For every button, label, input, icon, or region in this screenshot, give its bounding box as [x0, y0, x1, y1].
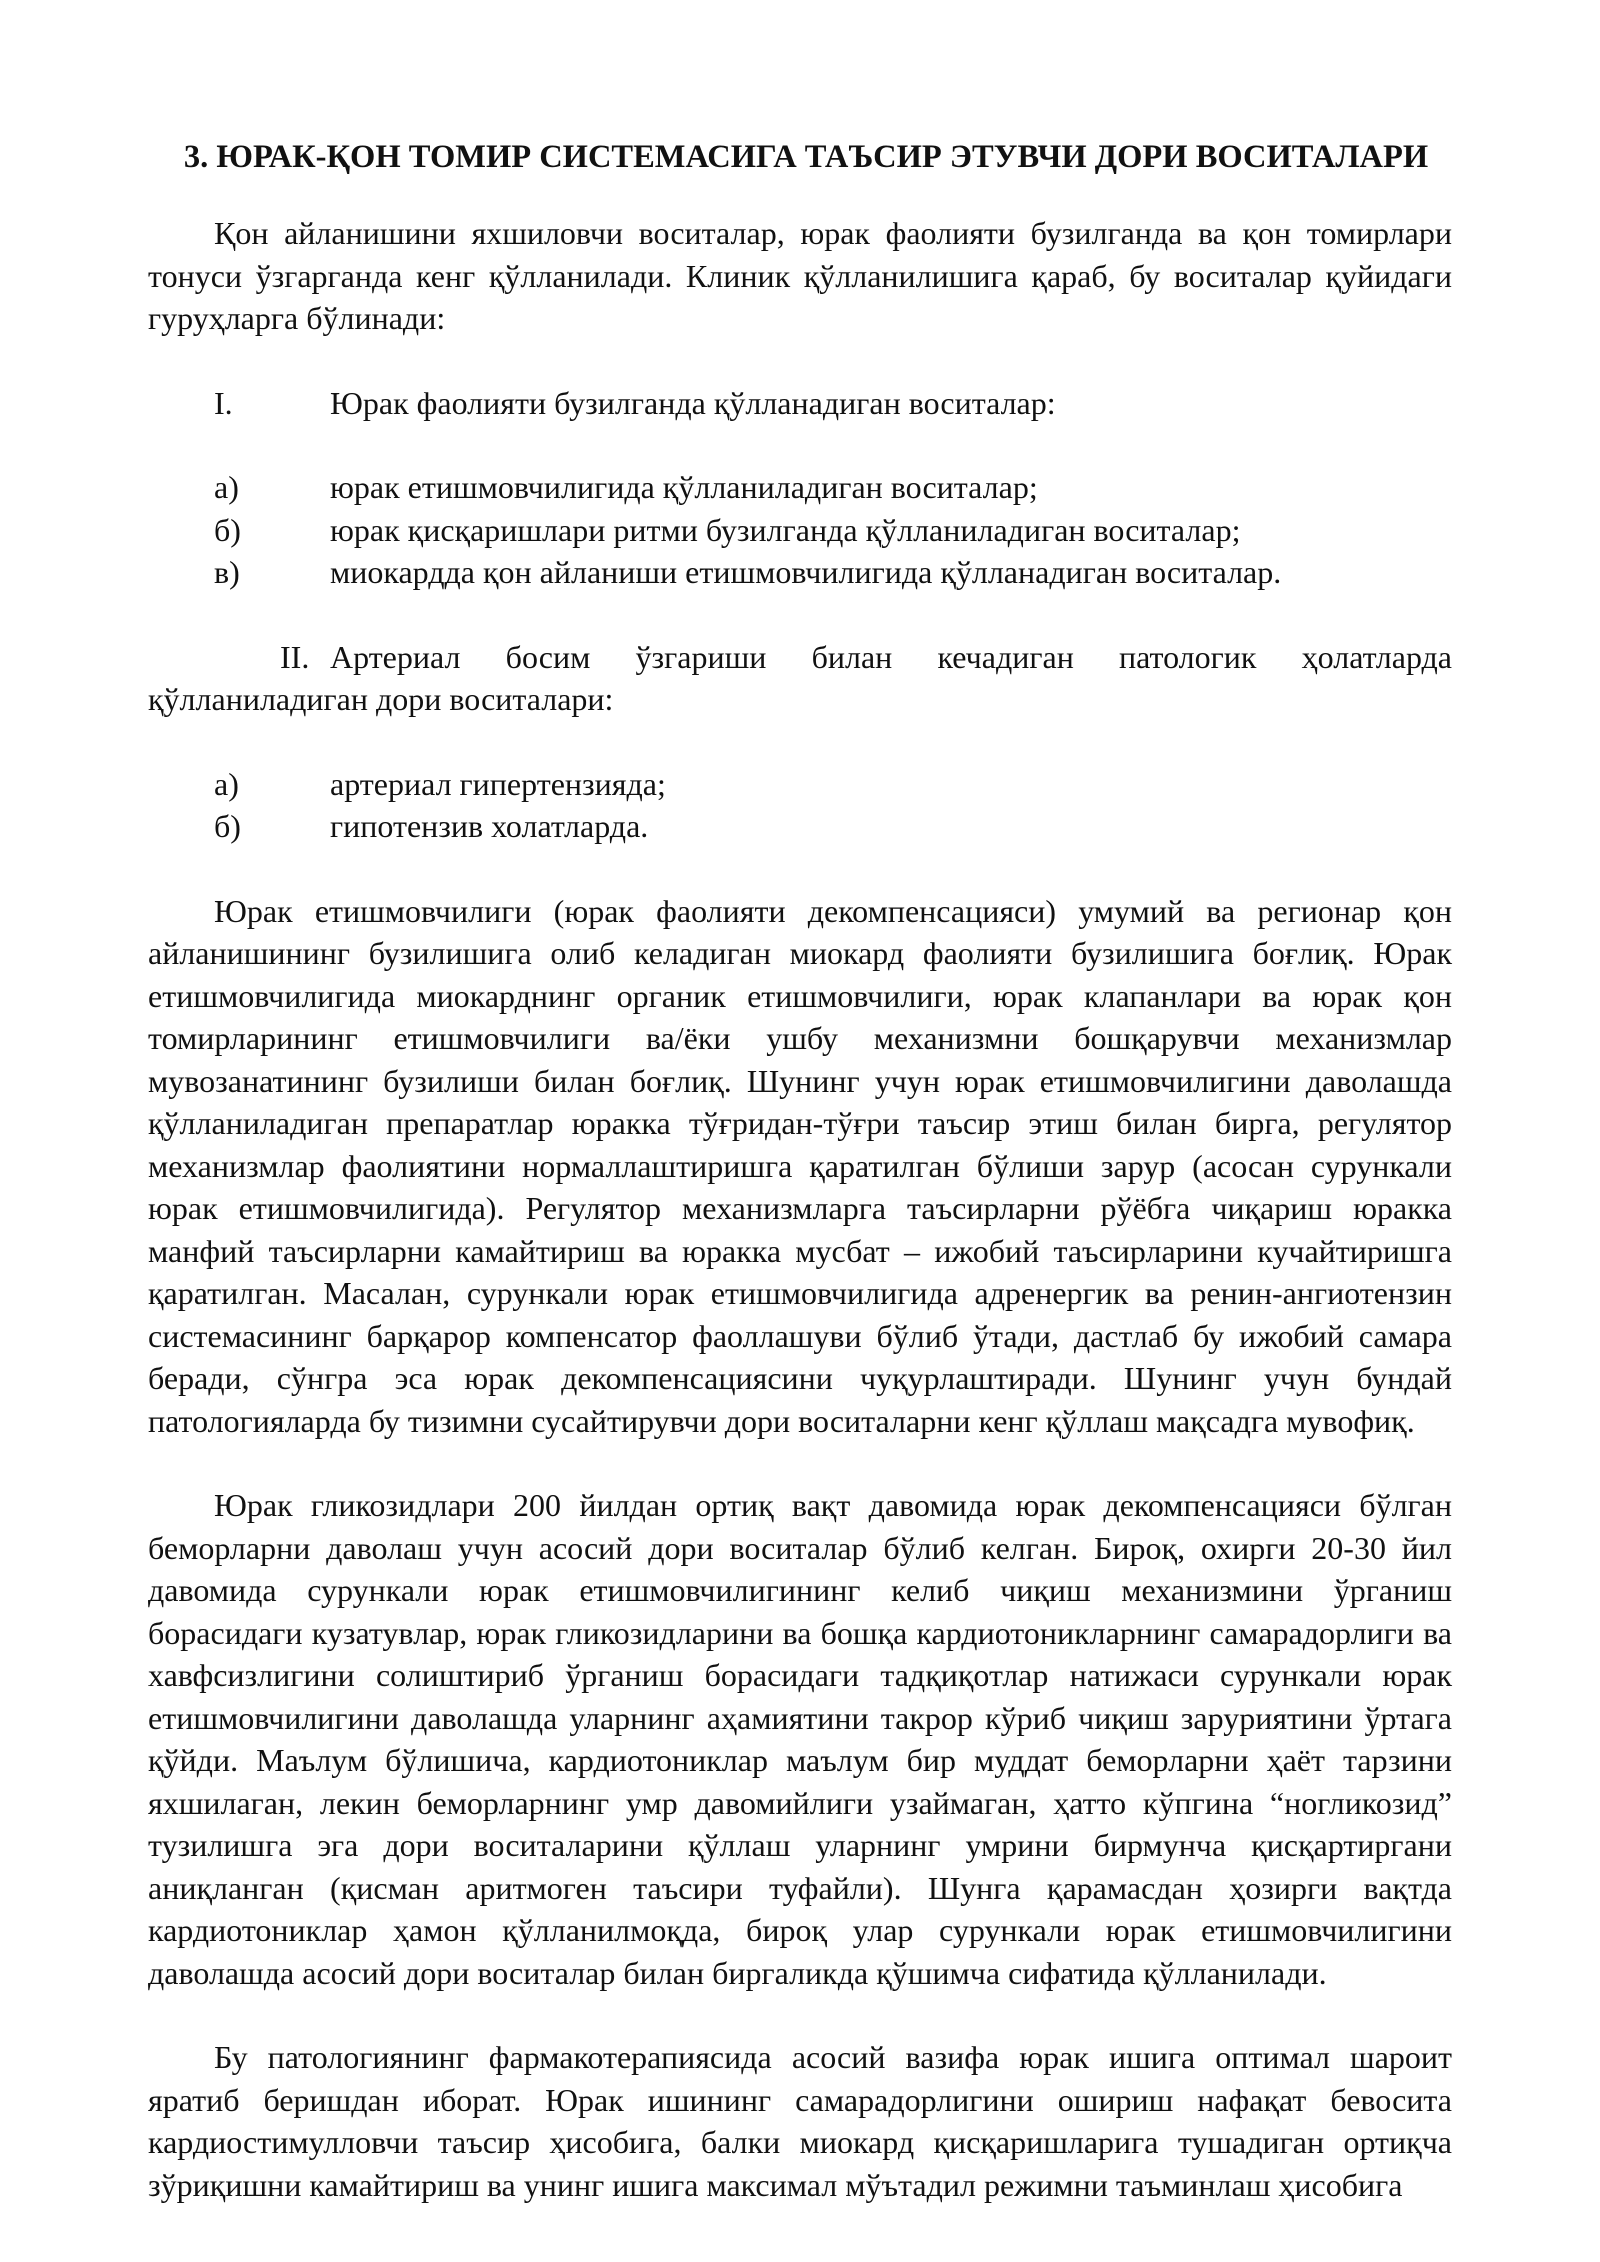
list-item-marker: б) [214, 511, 241, 548]
list-item-text: юрак қисқаришлари ритми бузилганда қўлланиладиган воситалар; [330, 511, 1241, 548]
page-title: 3. ЮРАК-ҚОН ТОМИР СИСТЕМАСИГА ТАЪСИР ЭТУВЧИ ДОРИ ВОСИТАЛАРИ [183, 139, 1429, 175]
list-item-marker: б) [214, 808, 241, 844]
section-2-list [148, 763, 1452, 848]
list-item [148, 466, 1452, 509]
body-paragraph: Бу патологиянинг фармакотерапиясида асосий вазифа юрак ишига оптимал шароит яратиб беришдан иборат. Юрак ишининг самарадорлигини ошириш нафақат бевосита кардиостимулловчи таъсир ҳисобига, балки миокард қисқаришларига тушадиган ортиқча зўриқишни камайтириш ва унинг ишига максимал мўътадил режимни таъминлаш ҳисобига [148, 2039, 1452, 2203]
intro-paragraph: Қон айланишини яхшиловчи воситалар, юрак фаолияти бузилганда ва қон томирлари тонуси ўзгарганда кенг қўлланилади. Клиник қўлланилишига қараб, бу воситалар қуйидаги гуруҳларга бўлинади: [148, 215, 1452, 336]
list-item-text: юрак етишмовчилигида қўлланиладиган воситалар; [330, 469, 1038, 505]
section-2-marker: II. [280, 638, 310, 675]
list-item [148, 805, 1452, 848]
list-item [148, 509, 1452, 552]
list-item-text: артериал гипертензияда; [330, 765, 666, 802]
list-item [148, 382, 1452, 425]
list-item-marker: а) [214, 469, 239, 505]
section-1-list [148, 466, 1452, 594]
list-item-marker: а) [214, 765, 239, 802]
list-item-text: миокардда қон айланиши етишмовчилигида қўлланадиган воситалар. [330, 554, 1282, 590]
section-1-heading: Юрак фаолияти бузилганда қўлланадиган воситалар: [330, 384, 1056, 421]
section-2-heading-text: Артериал босим ўзгариши билан кечадиган патологик ҳолатларда қўлланиладиган дори воситалари: [148, 638, 1452, 717]
list-item [148, 551, 1452, 594]
section-1-marker: I. [214, 384, 233, 421]
section-1-heading-item [148, 382, 1452, 425]
body-paragraph: Юрак етишмовчилиги (юрак фаолияти декомпенсацияси) умумий ва регионар қон айланишининг бузилишига олиб келадиган миокард фаолияти бузилишига боғлиқ. Юрак етишмовчилигида миокарднинг органик етишмовчилиги, юрак клапанлари ва юрак қон томирларининг етишмовчилиги ва/ёки ушбу механизмни бошқарувчи механизмлар мувозанатининг бузилиши билан боғлиқ. Шунинг учун юрак етишмовчилигини даволашда қўлланиладиган препаратлар юракка тўғридан-тўғри таъсир этиш билан бирга, регулятор механизмлар фаолиятини нормаллаштиришга қаратилган бўлиши зарур (асосан сурункали юрак етишмовчилигида). Регулятор механизмларга таъсирларни рўёбга чиқариш юракка манфий таъсирларни камайтириш ва юракка мусбат – ижобий таъсирларини кучайтиришга қаратилган. Масалан, сурункали юрак етишмовчилигида адренергик ва ренин-ангиотензин системасининг барқарор компенсатор фаоллашуви бўлиб ўтади, дастлаб бу ижобий самара беради, сўнгра эса юрак декомпенсациясини чуқурлаштиради. Шунинг учун бундай патологияларда бу тизимни сусайтирувчи дори воситаларни кенг қўллаш мақсадга мувофиқ. [148, 892, 1452, 1439]
body-paragraph: Юрак гликозидлари 200 йилдан ортиқ вақт давомида юрак декомпенсацияси бўлган беморларни даволаш учун асосий дори воситалар бўлиб келган. Бироқ, охирги 20-30 йил давомида сурункали юрак етишмовчилигининг келиб чиқиш механизмини ўрганиш борасидаги кузатувлар, юрак гликозидларини ва бошқа кардиотоникларнинг самарадорлиги ва хавфсизлигини солиштириб ўрганиш борасидаги тадқиқотлар натижаси сурункали юрак етишмовчилигини даволашда уларнинг аҳамиятини такрор кўриб чиқиш заруриятини ўртага қўйди. Маълум бўлишича, кардиотониклар маълум бир муддат беморларни ҳаёт тарзини яхшилаган, лекин беморларнинг умр давомийлиги узаймаган, ҳатто кўпгина “ногликозид” тузилишга эга дори воситаларини қўллаш уларнинг умрини бирмунча қисқартиргани аниқланган (қисман аритмоген таъсири туфайли). Шунга қарамасдан ҳозирги вақтда кардиотониклар ҳамон қўлланилмоқда, бироқ улар сурункали юрак етишмовчилигини даволашда асосий дори воситалар билан биргаликда қўшимча сифатида қўлланилади. [148, 1487, 1452, 1991]
list-item-text: гипотензив холатларда. [330, 808, 649, 844]
section-2-heading [148, 636, 1452, 721]
list-item [148, 763, 1452, 806]
list-item-marker: в) [214, 554, 240, 590]
